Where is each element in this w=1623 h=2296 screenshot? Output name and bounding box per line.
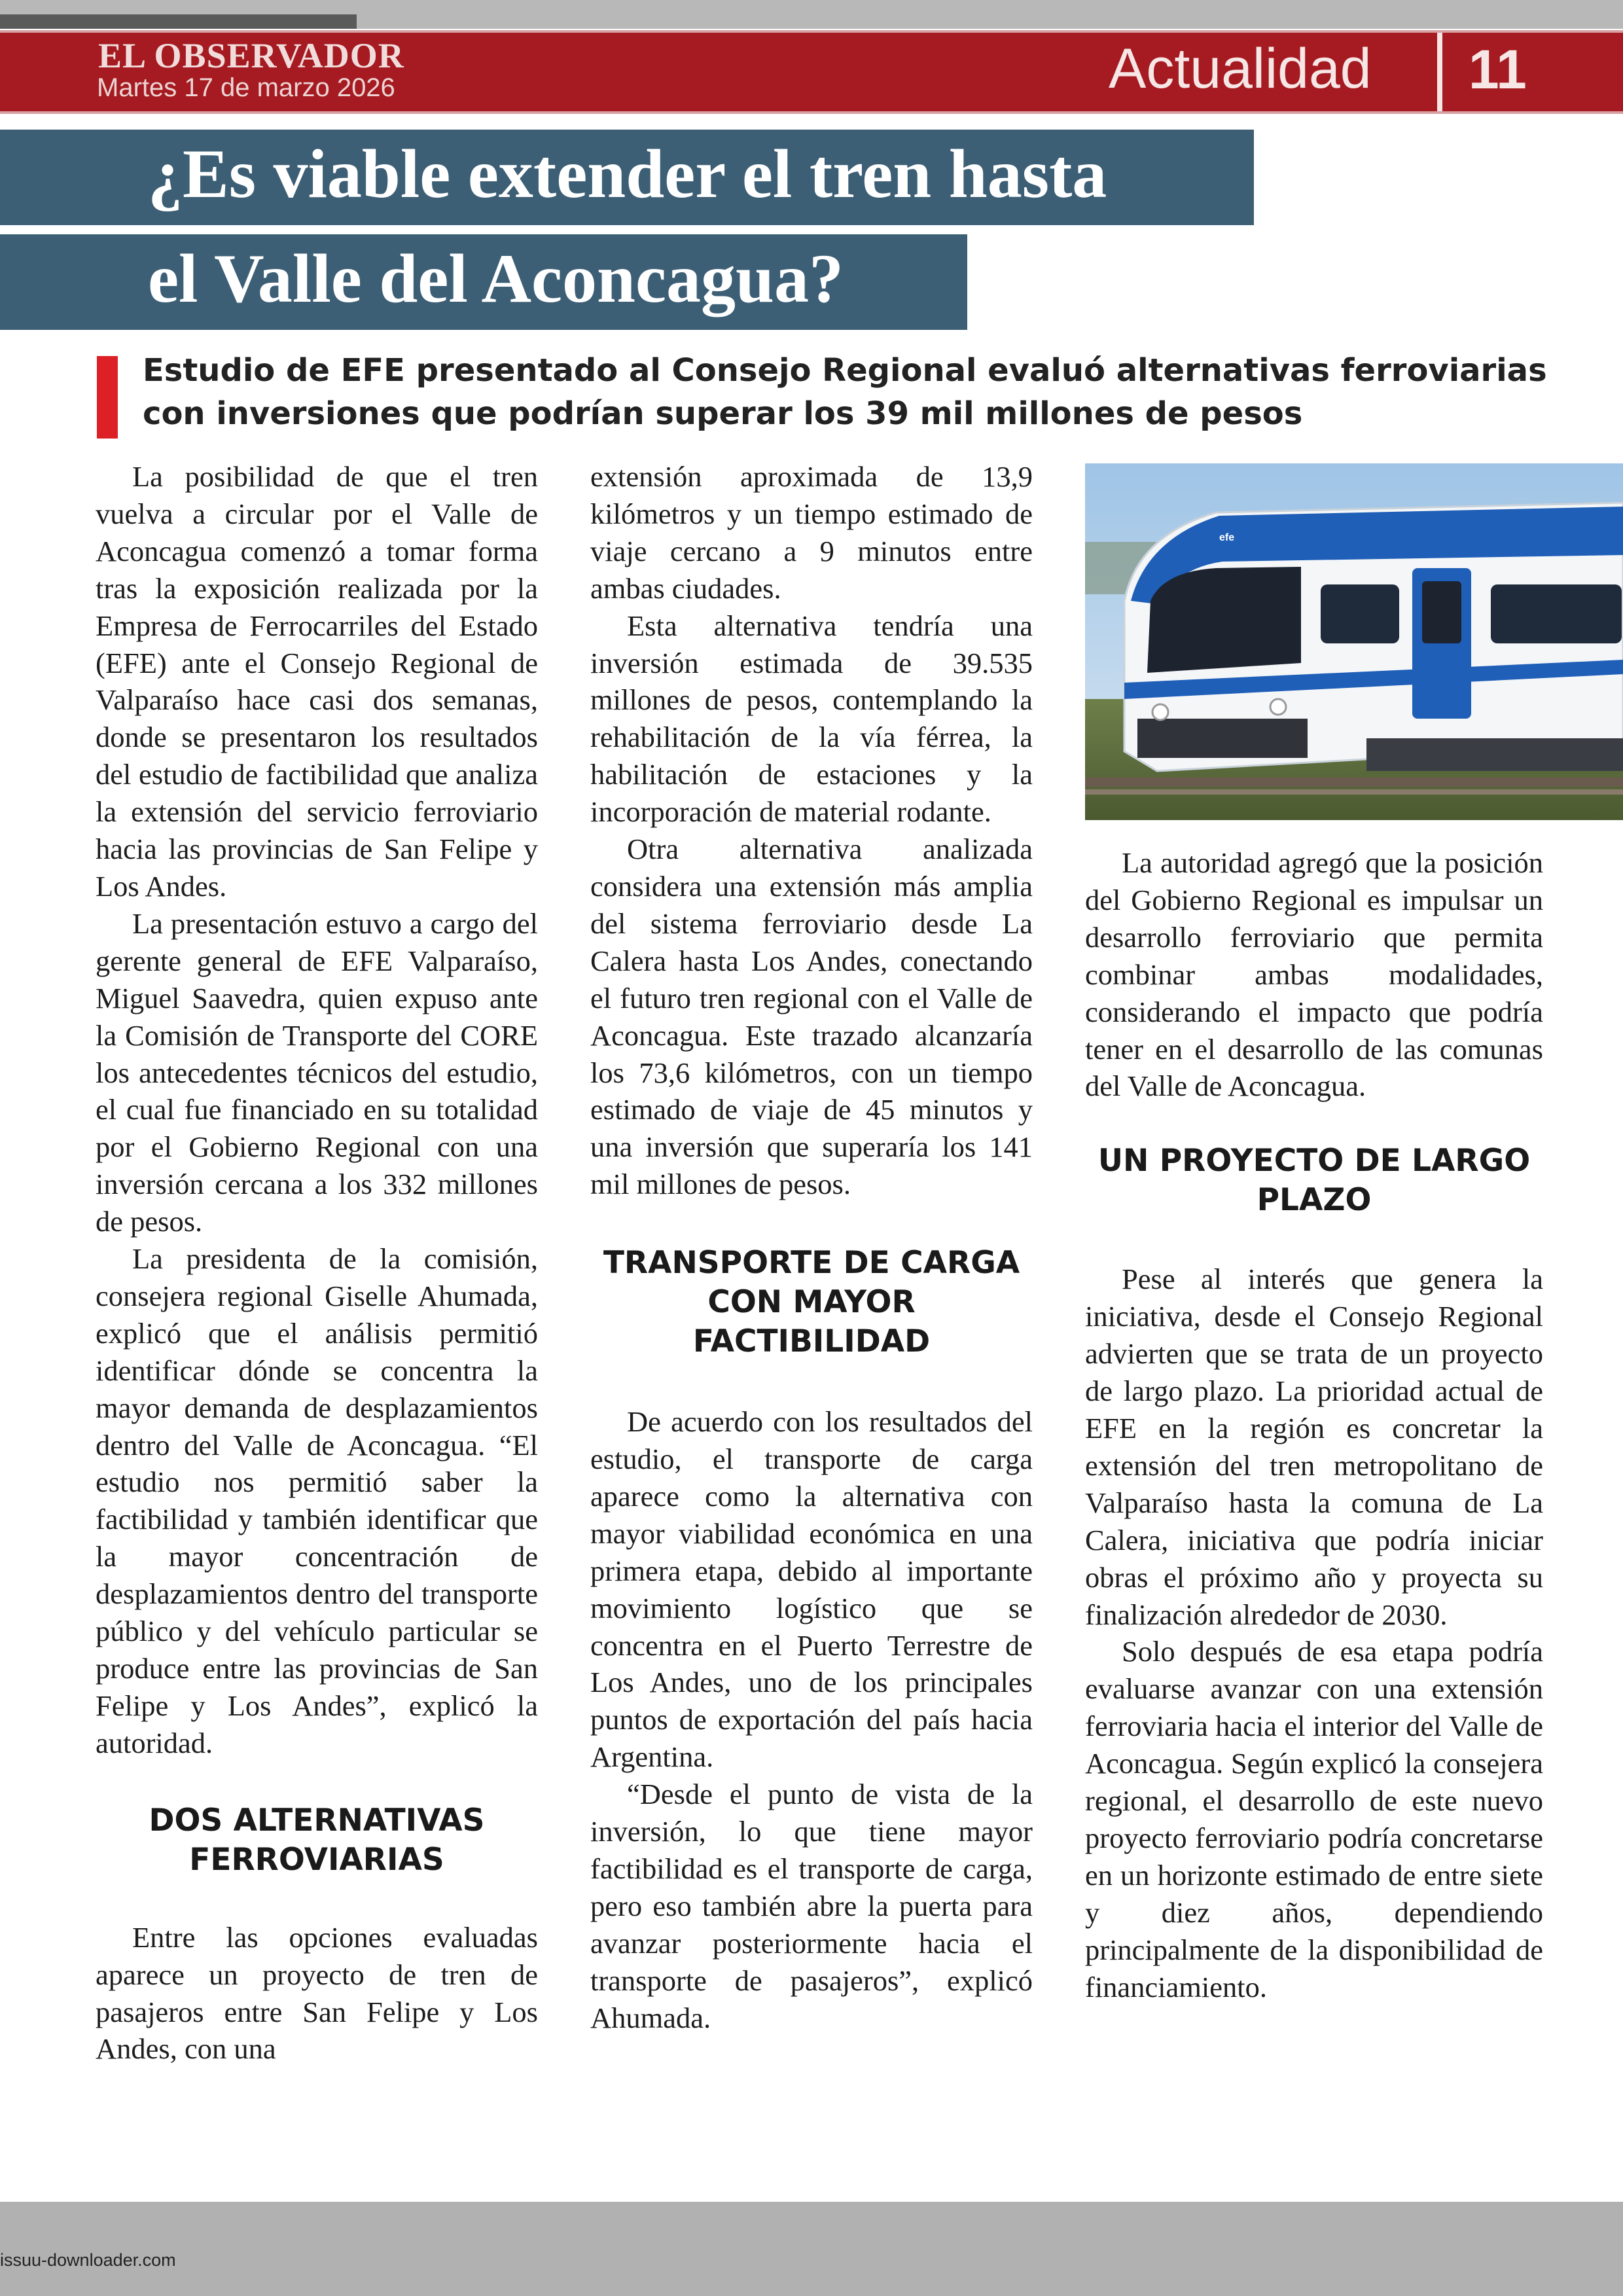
paragraph: “Desde el punto de vista de la inversión, lo que tiene mayor factibilidad es el transporte de carga, pero eso también abre la puerta para avanzar posteriormente hacia el transporte de pasajeros”, explicó Ahumada.: [590, 1778, 1033, 2034]
page-number: 11: [1469, 39, 1527, 100]
footer-band: [0, 2202, 1623, 2296]
paragraph: La presidenta de la comisión, consejera regional Giselle Ahumada, explicó que el análisis permitió identificar dónde se concentra la mayor demanda de desplazamientos dentro del Valle de Aconcagua. “El estudio nos permitió saber la factibilidad y también identificar que la mayor concentración de desplazamientos dentro del transporte público y del vehículo particular se produce entre las provincias de San Felipe y Los Andes”, explicó la autoridad.: [96, 1242, 538, 1759]
subheading-dos-alternativas: DOS ALTERNATIVAS FERROVIARIAS: [149, 1802, 485, 1878]
paragraph: Solo después de esa etapa podría evaluarse avanzar con una extensión ferroviaria hacia el interior del Valle de Aconcagua. Según explicó la consejera regional, el desarrollo de este nuevo proyecto ferroviario podría concretarse en un horizonte estimado de entre siete y diez años, dependiendo principalmente de la disponibilidad de financiamiento.: [1085, 1635, 1543, 2003]
header-divider: [1437, 33, 1442, 111]
article-column-2: [590, 458, 1033, 2037]
article-column-1: [96, 458, 538, 2068]
subheading-largo-plazo: UN PROYECTO DE LARGO PLAZO: [1097, 1143, 1531, 1219]
paragraph: La presentación estuvo a cargo del gerente general de EFE Valparaíso, Miguel Saavedra, quien expuso ante la Comisión de Transporte del CORE los antecedentes técnicos del estudio, el cual fue financiado en su totalidad por el Gobierno Regional con una inversión cercana a los 332 millones de pesos.: [96, 906, 538, 1238]
subheading-transporte-carga: TRANSPORTE DE CARGA CON MAYOR FACTIBILIDAD: [603, 1245, 1020, 1360]
paragraph: La posibilidad de que el tren vuelva a circular por el Valle de Aconcagua comenzó a tomar forma tras la exposición realizada por la Empresa de Ferrocarriles del Estado (EFE) ante el Consejo Regional de Valparaíso hace casi dos semanas, donde se presentaron los resultados del estudio de factibilidad que analiza la extensión del servicio ferroviario hacia las provincias de San Felipe y Los Andes.: [96, 460, 538, 903]
paragraph: La autoridad agregó que la posición del Gobierno Regional es impulsar un desarrollo ferroviario que permita combinar ambas modalidades, considerando el impacto que podría tener en el desarrollo de las comunas del Valle de Aconcagua.: [1085, 846, 1543, 1103]
train-photo: [1085, 463, 1623, 820]
deck-accent-bar: [97, 356, 118, 439]
paragraph: Esta alternativa tendría una inversión estimada de 39.535 millones de pesos, contemplando la rehabilitación de la vía férrea, la habilitación de estaciones y la incorporación de material rodante.: [590, 609, 1033, 829]
rail-track-lower: [1085, 789, 1623, 795]
train-logo: efe: [1219, 532, 1235, 543]
article-column-3: [1085, 844, 1543, 2005]
paragraph: Entre las opciones evaluadas aparece un proyecto de tren de pasajeros entre San Felipe y Los Andes, con una: [96, 1920, 538, 2066]
deck-line-2: con inversiones que podrían superar los 39 mil millones de pesos: [143, 395, 1303, 432]
masthead: EL OBSERVADOR: [98, 36, 404, 75]
paragraph: De acuerdo con los resultados del estudio, el transporte de carga aparece como la alternativa con mayor viabilidad económica en una primera etapa, debido al importante movimiento logístico que se concentra en el Puerto Terrestre de Los Andes, uno de los principales puntos de exportación del país hacia Argentina.: [590, 1405, 1033, 1774]
paragraph: Otra alternativa analizada considera una extensión más amplia del sistema ferroviario desde La Calera hasta Los Andes, conectando el futuro tren regional con el Valle de Aconcagua. Este trazado alcanzaría los 73,6 kilómetros, con un tiempo estimado de viaje de 45 minutos y una inversión que superaría los 141 mil millones de pesos.: [590, 833, 1033, 1201]
train: [1124, 503, 1623, 771]
footer-link[interactable]: issuu-downloader.com: [0, 2250, 176, 2270]
deck-line-1: Estudio de EFE presentado al Consejo Regional evaluó alternativas ferroviarias: [143, 352, 1547, 389]
paragraph: extensión aproximada de 13,9 kilómetros y un tiempo estimado de viaje cercano a 9 minutos entre ambas ciudades.: [590, 460, 1033, 605]
paragraph: Pese al interés que genera la iniciativa, desde el Consejo Regional advierten que se trata de un proyecto de largo plazo. La prioridad actual de EFE en la región es concretar la extensión del tren metropolitano de Valparaíso hasta la comuna de La Calera, iniciativa que podría iniciar obras el próximo año y proyecta su finalización alrededor de 2030.: [1085, 1263, 1543, 1631]
issue-date: Martes 17 de marzo 2026: [97, 73, 395, 102]
headline-line-1: ¿Es viable extender el tren hasta: [148, 135, 1107, 212]
headline-line-2: el Valle del Aconcagua?: [148, 240, 844, 317]
top-strip-accent: [0, 14, 357, 29]
section-name: Actualidad: [1109, 37, 1372, 100]
rail-track: [1085, 778, 1623, 787]
train-photo-illustration: [1085, 463, 1623, 820]
